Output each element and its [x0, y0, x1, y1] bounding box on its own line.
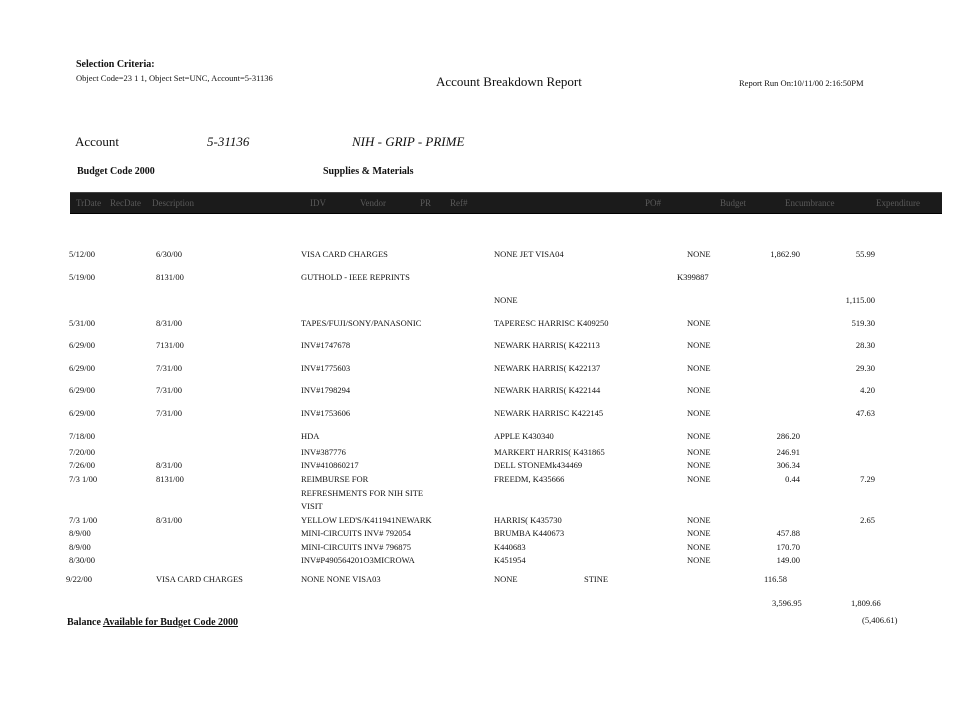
last-row-idv: NONE NONE VISA03 [301, 574, 381, 584]
last-row-amount: 116.58 [764, 574, 788, 584]
cell-po: NONE [687, 249, 711, 259]
account-name: NIH - GRIP - PRIME [352, 134, 465, 149]
cell-recdate: 6/30/00 [156, 249, 182, 259]
cell-vendor-ref: HARRIS( K435730 [494, 515, 562, 525]
selection-criteria-title: Selection Criteria: [76, 59, 155, 70]
col-idv: IDV [310, 198, 326, 208]
cell-description: GUTHOLD - IEEE REPRINTS [301, 272, 410, 282]
cell-trdate: 7/3 1/00 [69, 474, 98, 484]
cell-description: INV#410860217 [301, 460, 359, 470]
cell-trdate: 7/26/00 [69, 460, 95, 470]
cell-trdate: 7/18/00 [69, 431, 95, 441]
budget-code: Budget Code 2000 [77, 166, 155, 177]
account-label: Account [75, 134, 120, 149]
cell-encumbrance: 1,862.90 [770, 249, 800, 259]
cell-po: NONE [687, 515, 711, 525]
cell-expenditure: 4.20 [860, 385, 875, 395]
cell-description: INV#P490564201O3MICROWA [301, 555, 415, 565]
cell-description: MINI-CIRCUITS INV# 796875 [301, 542, 412, 552]
cell-vendor-ref: NONE [494, 295, 518, 305]
cell-trdate: 5/31/00 [69, 318, 95, 328]
cell-expenditure: 47.63 [855, 408, 875, 418]
balance-label [67, 617, 238, 628]
cell-po: NONE [687, 318, 711, 328]
cell-po: NONE [687, 542, 711, 552]
cell-trdate: 6/29/00 [69, 363, 95, 373]
cell-description: TAPES/FUJI/SONY/PANASONIC [301, 318, 422, 328]
balance-value: (5,406.61) [862, 615, 898, 625]
cell-description: VISIT [301, 501, 323, 511]
cell-po: NONE [687, 528, 711, 538]
cell-encumbrance: 149.00 [776, 555, 800, 565]
account-number: 5-31136 [207, 134, 250, 149]
report-title: Account Breakdown Report [436, 74, 582, 89]
cell-description: INV#1747678 [301, 340, 351, 350]
cell-trdate: 6/29/00 [69, 408, 95, 418]
cell-description: MINI-CIRCUITS INV# 792054 [301, 528, 412, 538]
cell-po: NONE [687, 363, 711, 373]
cell-po: NONE [687, 340, 711, 350]
cell-description: REIMBURSE FOR [301, 474, 369, 484]
cell-expenditure: 29.30 [855, 363, 875, 373]
cell-description: INV#1798294 [301, 385, 351, 395]
last-row-ref: STINE [584, 574, 609, 584]
cell-vendor-ref: NEWARK HARRIS( K422137 [494, 363, 601, 373]
selection-criteria-line: Object Code=23 1 1, Object Set=UNC, Account=5-31136 [76, 73, 273, 83]
col-recdate: RecDate [110, 198, 141, 208]
cell-recdate: 7131/00 [156, 340, 184, 350]
last-row-desc: VISA CARD CHARGES [156, 574, 243, 584]
budget-description: Supplies & Materials [323, 166, 414, 177]
cell-po: NONE [687, 431, 711, 441]
col-expenditure: Expenditure [876, 198, 920, 208]
cell-po: NONE [687, 385, 711, 395]
total-encumbrance: 3,596.95 [772, 598, 802, 608]
cell-encumbrance: 286.20 [776, 431, 800, 441]
cell-recdate: 8/31/00 [156, 460, 182, 470]
col-trdate: TrDate [76, 198, 102, 208]
cell-vendor-ref: NEWARK HARRIS( K422144 [494, 385, 601, 395]
cell-recdate: 8131/00 [156, 474, 184, 484]
cell-po: NONE [687, 447, 711, 457]
cell-encumbrance: 457.88 [776, 528, 800, 538]
cell-expenditure: 55.99 [855, 249, 875, 259]
cell-encumbrance: 306.34 [776, 460, 800, 470]
cell-vendor-ref: NEWARK HARRISC K422145 [494, 408, 604, 418]
cell-po: K399887 [677, 272, 709, 282]
col-pr: PR [420, 198, 432, 208]
balance-label-prefix: Balance [67, 617, 103, 628]
cell-expenditure: 2.65 [860, 515, 875, 525]
cell-vendor-ref: K451954 [494, 555, 526, 565]
col-po: PO# [645, 198, 662, 208]
cell-po: NONE [687, 474, 711, 484]
cell-po: NONE [687, 460, 711, 470]
cell-encumbrance: 0.44 [785, 474, 800, 484]
balance-label-underlined: Available for Budget Code 2000 [102, 617, 239, 628]
cell-vendor-ref: TAPERESC HARRISC K409250 [494, 318, 609, 328]
cell-vendor-ref: BRUMBA K440673 [494, 528, 565, 538]
cell-trdate: 8/30/00 [69, 555, 95, 565]
cell-recdate: 7/31/00 [156, 408, 182, 418]
cell-recdate: 7/31/00 [156, 363, 182, 373]
cell-trdate: 7/3 1/00 [69, 515, 98, 525]
cell-description: HDA [301, 431, 320, 441]
cell-vendor-ref: FREEDM, K435666 [494, 474, 565, 484]
cell-encumbrance: 246.91 [776, 447, 800, 457]
col-vendor: Vendor [360, 198, 386, 208]
column-header-bar [70, 192, 942, 214]
cell-encumbrance: 170.70 [776, 542, 800, 552]
cell-vendor-ref: MARKERT HARRIS( K431865 [494, 447, 605, 457]
cell-trdate: 5/19/00 [69, 272, 95, 282]
cell-description: REFRESHMENTS FOR NIH SITE [301, 488, 424, 498]
cell-description: INV#1753606 [301, 408, 351, 418]
cell-description: INV#1775603 [301, 363, 351, 373]
cell-recdate: 8131/00 [156, 272, 184, 282]
col-budget: Budget [720, 198, 746, 208]
cell-trdate: 6/29/00 [69, 385, 95, 395]
cell-expenditure: 28.30 [855, 340, 875, 350]
cell-po: NONE [687, 555, 711, 565]
col-ref: Ref# [450, 198, 468, 208]
cell-po: NONE [687, 408, 711, 418]
cell-vendor-ref: NEWARK HARRIS( K422113 [494, 340, 600, 350]
cell-expenditure: 1,115.00 [845, 295, 875, 305]
cell-trdate: 5/12/00 [69, 249, 95, 259]
last-row-vendor: NONE [494, 574, 518, 584]
col-description: Description [152, 198, 194, 208]
cell-description: YELLOW LED'S/K411941NEWARK [301, 515, 432, 525]
cell-vendor-ref: DELL STONEMk434469 [494, 460, 583, 470]
col-encumbrance: Encumbrance [785, 198, 835, 208]
last-row-date: 9/22/00 [66, 574, 92, 584]
cell-trdate: 8/9/00 [69, 542, 91, 552]
cell-trdate: 7/20/00 [69, 447, 95, 457]
cell-recdate: 7/31/00 [156, 385, 182, 395]
cell-vendor-ref: K440683 [494, 542, 526, 552]
report-run-time: Report Run On:10/11/00 2:16:50PM [739, 78, 864, 88]
cell-recdate: 8/31/00 [156, 318, 182, 328]
cell-trdate: 6/29/00 [69, 340, 95, 350]
cell-recdate: 8/31/00 [156, 515, 182, 525]
cell-expenditure: 519.30 [851, 318, 875, 328]
cell-description: VISA CARD CHARGES [301, 249, 388, 259]
cell-vendor-ref: APPLE K430340 [494, 431, 554, 441]
total-expenditure: 1,809.66 [851, 598, 881, 608]
cell-vendor-ref: NONE JET VISA04 [494, 249, 564, 259]
cell-description: INV#387776 [301, 447, 346, 457]
cell-expenditure: 7.29 [860, 474, 875, 484]
cell-trdate: 8/9/00 [69, 528, 91, 538]
